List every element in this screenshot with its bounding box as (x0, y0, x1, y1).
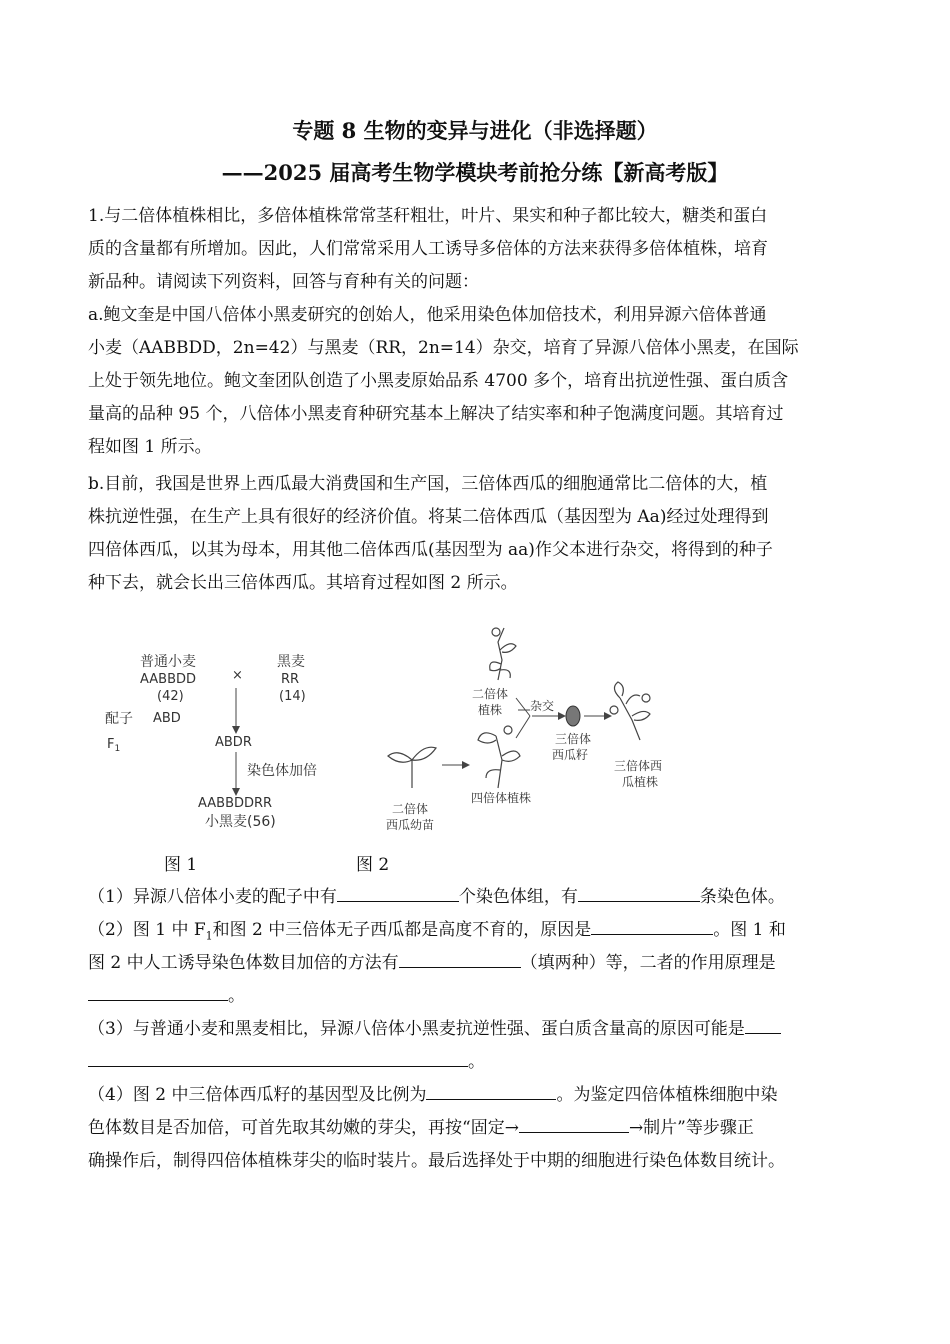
answer-blank[interactable] (88, 1048, 468, 1067)
diploid-plant-label-2: 植株 (478, 703, 503, 717)
text-line: 种下去，就会长出三倍体西瓜。其培育过程如图 2 所示。 (88, 573, 518, 593)
text-segment: （填两种）等，二者的作用原理是 (520, 953, 776, 973)
document-title: 专题 8 生物的变异与进化（非选择题） (292, 118, 658, 143)
subscript: 1 (205, 929, 213, 943)
wheat-count: (42) (157, 689, 184, 704)
text-line: 新品种。请阅读下列资料，回答与育种有关的问题： (88, 272, 479, 292)
text-line: 上处于领先地位。鲍文奎团队创造了小黑麦原始品系 4700 多个，培育出抗逆性强、蛋白质含 (88, 371, 789, 391)
question-intro (88, 200, 863, 299)
cross-label: 杂交 (530, 699, 555, 713)
arrow-head (232, 726, 240, 734)
text-line: 程如图 1 所示。 (88, 437, 212, 457)
seedling-label-1: 二倍体 (392, 802, 429, 816)
answer-blank[interactable] (578, 883, 700, 902)
triploid-seed-label-1: 三倍体 (555, 732, 592, 746)
text-segment: 色体数目是否加倍，可首先取其幼嫩的芽尖，再按“固定→ (88, 1118, 519, 1138)
answer-blank[interactable] (591, 916, 713, 935)
text-segment: （4）图 2 中三倍体西瓜籽的基因型及比例为 (88, 1085, 427, 1105)
diploid-plant-sketch (490, 628, 516, 680)
result-genome: AABBDDRR (198, 796, 273, 811)
text-segment: 图 2 中人工诱导染色体数目加倍的方法有 (88, 953, 399, 973)
triploid-plant-label-2: 瓜植株 (622, 775, 659, 789)
gamete-label: 配子 (105, 711, 133, 727)
text-line: 四倍体西瓜，以其为母本，用其他二倍体西瓜(基因型为 aa)作父本进行杂交，将得到的种子 (88, 540, 773, 560)
question-2-line-3 (88, 980, 888, 1013)
text-line: 质的含量都有所增加。因此，人们常常采用人工诱导多倍体的方法来获得多倍体植株，培育 (88, 239, 768, 259)
text-segment: 条染色体。 (699, 887, 785, 907)
cross-symbol: × (232, 668, 243, 683)
watermelon-seed-icon (566, 706, 580, 726)
figure-1-diagram (95, 640, 345, 840)
question-1 (88, 881, 888, 914)
text-segment: （1）异源八倍体小麦的配子中有 (88, 887, 337, 907)
figure-2-diagram (370, 620, 680, 835)
text-segment: 。图 1 和 (713, 920, 786, 940)
answer-blank[interactable] (399, 949, 521, 968)
figure-2-caption: 图 2 (356, 855, 390, 875)
diploid-plant-label-1: 二倍体 (472, 687, 509, 701)
arrow-head (232, 788, 240, 796)
triploid-seed-label-2: 西瓜籽 (552, 748, 589, 762)
text-segment: 。为鉴定四倍体植株细胞中染 (556, 1085, 778, 1105)
document-subtitle: ——2025 届高考生物学模块考前抢分练【新高考版】 (221, 160, 729, 185)
material-b (88, 468, 863, 600)
text-line: 量高的品种 95 个，八倍体小黑麦育种研究基本上解决了结实率和种子饱满度问题。其培育过 (88, 404, 784, 424)
text-line: 1.与二倍体植株相比，多倍体植株常常茎秆粗壮，叶片、果实和种子都比较大，糖类和蛋白 (88, 206, 768, 226)
arrow-head (558, 712, 566, 720)
figure-1-caption: 图 1 (164, 855, 198, 875)
text-line: 株抗逆性强，在生产上具有很好的经济价值。将某二倍体西瓜（基因型为 Aa)经过处理得到 (88, 507, 769, 527)
text-line: 小麦（AABBDD，2n=42）与黑麦（RR，2n=14）杂交，培育了异源八倍体小黑麦，在国际 (88, 338, 799, 358)
text-line: a.鲍文奎是中国八倍体小黑麦研究的创始人，他采用染色体加倍技术，利用异源六倍体普通 (88, 305, 767, 325)
text-segment: （2）图 1 中 F (88, 920, 206, 940)
question-4-line-1 (88, 1079, 888, 1112)
text-segment: 和图 2 中三倍体无子西瓜都是高度不育的，原因是 (212, 920, 592, 940)
question-3-line-2 (88, 1046, 888, 1079)
question-4-line-2 (88, 1112, 888, 1145)
text-line: b.目前，我国是世界上西瓜最大消费国和生产国，三倍体西瓜的细胞通常比二倍体的大，植 (88, 474, 768, 494)
rye-genome: RR (281, 672, 300, 687)
question-4-line-3: 确操作后，制得四倍体植株芽尖的临时装片。最后选择处于中期的细胞进行染色体数目统计。 (88, 1151, 785, 1171)
text-segment: 。 (468, 1052, 485, 1072)
text-segment: 个染色体组，有 (458, 887, 578, 907)
answer-blank[interactable] (88, 982, 228, 1001)
cross-arrow (516, 698, 530, 716)
answer-blank[interactable] (745, 1015, 781, 1034)
wheat-genome: AABBDD (140, 672, 197, 687)
arrow-head (462, 761, 470, 769)
rye-name: 黑麦 (277, 654, 305, 670)
question-2-line-1 (88, 914, 888, 947)
result-name: 小黑麦(56) (205, 814, 276, 830)
f1-label: $F_1$ (107, 737, 121, 754)
doubling-label: 染色体加倍 (247, 763, 317, 779)
seedling-label-2: 西瓜幼苗 (386, 818, 435, 832)
answer-blank[interactable] (337, 883, 459, 902)
question-2-line-2 (88, 947, 888, 980)
questions (88, 881, 888, 1178)
tetraploid-plant-sketch (478, 726, 520, 788)
seedling-sketch (388, 747, 436, 788)
cross-arrow (516, 716, 530, 738)
answer-blank[interactable] (519, 1114, 629, 1133)
answer-blank[interactable] (426, 1081, 556, 1100)
text-segment: （3）与普通小麦和黑麦相比，异源八倍体小黑麦抗逆性强、蛋白质含量高的原因可能是 (88, 1019, 745, 1039)
triploid-plant-label-1: 三倍体西 (614, 759, 663, 773)
question-3-line-1 (88, 1013, 888, 1046)
rye-count: (14) (279, 689, 306, 704)
f1-genome: ABDR (215, 735, 252, 750)
text-segment: →制片”等步骤正 (628, 1118, 754, 1138)
wheat-name: 普通小麦 (140, 654, 196, 670)
triploid-plant-sketch (610, 682, 650, 740)
tetraploid-label: 四倍体植株 (471, 791, 532, 805)
gamete-genome: ABD (153, 711, 181, 726)
material-a (88, 299, 863, 464)
text-segment: 。 (228, 986, 245, 1006)
